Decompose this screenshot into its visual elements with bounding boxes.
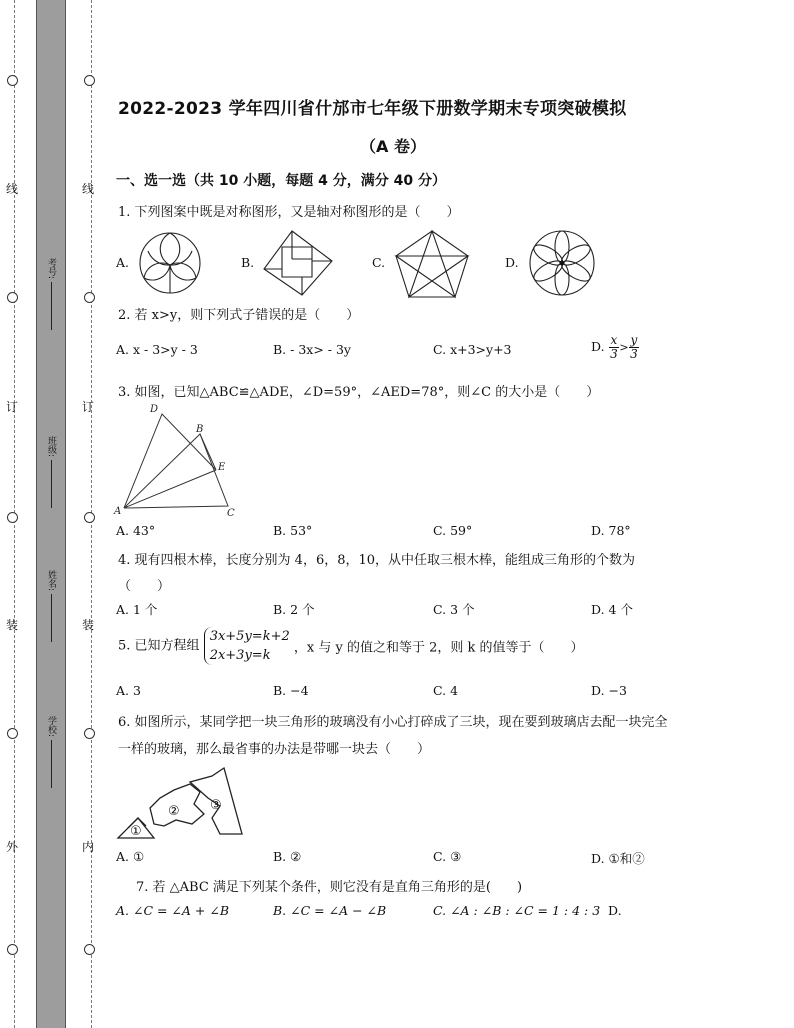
question-2-stem: 2. 若 x>y，则下列式子错误的是（ ） [118, 308, 360, 323]
q1-option-a-label[interactable]: A. [116, 255, 130, 270]
binding-char-order: 订 [5, 400, 18, 414]
q6-option-d[interactable]: D. ①和② [591, 851, 645, 866]
equation-system [204, 627, 290, 665]
question-1-stem: 1. 下列图案中既是对称图形，又是轴对称图形的是（ ） [118, 205, 460, 220]
q5-option-a[interactable]: A. 3 [116, 683, 141, 698]
q6-glass-pieces-figure [116, 768, 246, 840]
question-5-stem [118, 627, 584, 665]
q5-prefix: 5. 已知方程组 [118, 638, 200, 654]
class-field[interactable]: 班级: [42, 436, 58, 508]
point-d-label: D [150, 404, 159, 415]
greater-than: > [619, 341, 629, 354]
binding-hole [7, 944, 18, 955]
q6-option-c[interactable]: C. ③ [433, 849, 462, 864]
q2-option-a[interactable]: A. x - 3>y - 3 [116, 342, 198, 357]
q4-option-a[interactable]: A. 1 个 [116, 602, 158, 617]
binding-char-line: 线 [81, 182, 94, 196]
binding-hole [84, 728, 95, 739]
equation-2: 2x+3y=k [209, 648, 271, 663]
q1-option-c-label[interactable]: C. [372, 255, 386, 270]
q3-option-b[interactable]: B. 53° [273, 523, 313, 538]
name-field[interactable]: 姓名: [42, 570, 58, 642]
school-field[interactable]: 学校: [42, 716, 58, 788]
piece-2-label: ② [168, 804, 180, 819]
q3-option-a[interactable]: A. 43° [116, 523, 156, 538]
binding-hole [84, 75, 95, 86]
binding-char-bind: 装 [81, 618, 94, 632]
question-6-stem: 6. 如图所示，某同学把一块三角形的玻璃没有小心打碎成了三块，现在要到玻璃店去配一块完全一样的玻璃，那么最省事的办法是带哪一块去（ ） [118, 715, 668, 757]
piece-1-label: ① [130, 824, 142, 839]
binding-hole [7, 292, 18, 303]
question-7-stem: 7. 若 △ABC 满足下列某个条件，则它没有是直角三角形的是( ) [136, 880, 523, 895]
q7-option-c[interactable]: C. ∠A : ∠B : ∠C = 1 : 4 : 3 [433, 903, 601, 918]
q1-figure-a [138, 231, 202, 295]
point-b-label: B [196, 424, 204, 435]
point-a-label: A [114, 506, 122, 517]
q3-triangle-figure [114, 402, 244, 520]
section-heading: 一、选一选（共 10 小题，每题 4 分，满分 40 分） [116, 173, 446, 189]
binding-char-bind: 装 [5, 618, 18, 632]
point-c-label: C [227, 508, 235, 519]
q2-option-b[interactable]: B. - 3x> - 3y [273, 342, 351, 357]
q1-figure-c [394, 229, 470, 299]
q1-option-d-label[interactable]: D. [505, 255, 519, 270]
q7-option-d[interactable]: D. [608, 903, 622, 918]
binding-char-outer: 外 [5, 840, 18, 854]
q7-option-b[interactable]: B. ∠C = ∠A − ∠B [273, 903, 387, 918]
binding-hole [84, 292, 95, 303]
question-4-stem: 4. 现有四根木棒，长度分别为 4，6，8，10，从中任取三根木棒，能组成三角形的个数为（ ） [118, 553, 636, 594]
q5-option-d[interactable]: D. −3 [591, 683, 627, 698]
q3-option-c[interactable]: C. 59° [433, 523, 473, 538]
binding-hole [7, 728, 18, 739]
fraction: $\frac{y}{3}$ [630, 333, 638, 361]
fraction: $\frac{x}{3}$ [610, 333, 618, 361]
q1-figure-b [262, 229, 334, 297]
question-3-stem: 3. 如图，已知△ABC≌△ADE，∠D=59°，∠AED=78°，则∠C 的大小是（ ） [118, 385, 600, 400]
q4-option-c[interactable]: C. 3 个 [433, 602, 475, 617]
binding-char-inner: 内 [81, 840, 94, 854]
q2-option-d-label: D. [591, 339, 605, 354]
binding-hole [7, 75, 18, 86]
q6-option-a[interactable]: A. ① [116, 849, 145, 864]
exam-number-field[interactable]: 考号: [42, 258, 58, 330]
q5-option-b[interactable]: B. −4 [273, 683, 309, 698]
exam-title: 2022-2023 学年四川省什邡市七年级下册数学期末专项突破模拟 [118, 99, 627, 119]
q7-option-a[interactable]: A. ∠C = ∠A + ∠B [116, 903, 230, 918]
q2-option-c[interactable]: C. x+3>y+3 [433, 342, 512, 357]
q5-option-c[interactable]: C. 4 [433, 683, 459, 698]
binding-hole [84, 944, 95, 955]
binding-char-line: 线 [5, 182, 18, 196]
q6-option-b[interactable]: B. ② [273, 849, 302, 864]
q2-option-d[interactable] [591, 334, 639, 361]
equation-1: 3x+5y=k+2 [209, 629, 290, 644]
binding-hole [84, 512, 95, 523]
binding-hole [7, 512, 18, 523]
q4-option-b[interactable]: B. 2 个 [273, 602, 315, 617]
binding-char-order: 订 [81, 400, 94, 414]
point-e-label: E [218, 462, 226, 473]
binding-strip [36, 0, 66, 1028]
piece-3-label: ③ [210, 798, 222, 813]
exam-subtitle: （A 卷） [360, 137, 426, 156]
q5-suffix: ，x 与 y 的值之和等于 2，则 k 的值等于（ ） [293, 640, 584, 656]
q1-figure-d [528, 229, 596, 297]
q1-option-b-label[interactable]: B. [241, 255, 255, 270]
q3-option-d[interactable]: D. 78° [591, 523, 631, 538]
q4-option-d[interactable]: D. 4 个 [591, 602, 633, 617]
